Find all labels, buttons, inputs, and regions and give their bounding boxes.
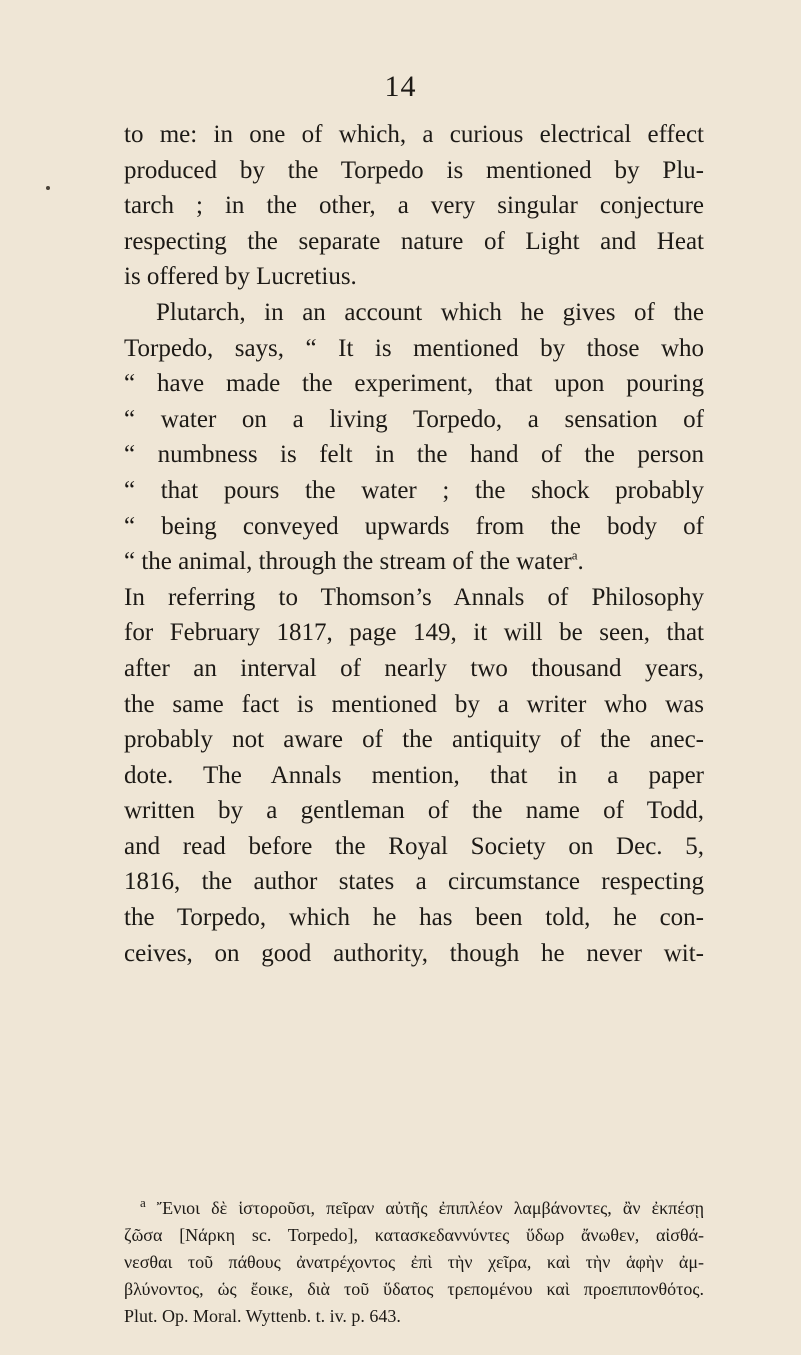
footnote-greek-text: Ἔνιοι δὲ ἱστοροῦσι, πεῖραν αὐτῆς ἐπιπλέον λαμβάνοντες, ἂν ἐκπέσῃ: [156, 1198, 705, 1218]
footnote-line: νεσθαι τοῦ πάθους ἀνατρέχοντος ἐπὶ τὴν χεῖρα, καὶ τὴν ἁφὴν ἀμ-: [124, 1252, 704, 1272]
text-line: “ water on a living Torpedo, a sensation of: [124, 405, 704, 433]
text-line: “ being conveyed upwards from the body of: [124, 512, 704, 540]
text-line: Torpedo, says, “ It is mentioned by those who: [124, 334, 704, 362]
text-line: “ the animal, through the stream of the water: [124, 548, 572, 576]
text-line: ceives, on good authority, though he never wit-: [124, 939, 704, 967]
text-line: “ have made the experiment, that upon pouring: [124, 370, 704, 398]
text-line-with-footnote-ref: [124, 544, 704, 580]
text-line: is offered by Lucretius.: [124, 263, 357, 291]
text-line: “ that pours the water ; the shock probably: [124, 476, 704, 504]
footnote-ref-marker: a: [571, 547, 578, 563]
text-line: 1816, the author states a circumstance respecting: [124, 868, 704, 896]
text-line: probably not aware of the antiquity of the anec-: [124, 726, 704, 754]
footnote-ref-suffix: .: [577, 548, 584, 576]
text-line: tarch ; in the other, a very singular conjecture: [124, 192, 704, 220]
text-line: and read before the Royal Society on Dec. 5,: [124, 832, 704, 860]
margin-speck: [46, 186, 50, 190]
footnote: [124, 1195, 704, 1330]
text-line: the same fact is mentioned by a writer who was: [124, 690, 704, 718]
text-line: for February 1817, page 149, it will be seen, that: [124, 619, 704, 647]
text-line: the Torpedo, which he has been told, he con-: [124, 904, 704, 932]
footnote-marker: a: [140, 1195, 146, 1210]
footnote-line: [124, 1195, 704, 1222]
text-line: written by a gentleman of the name of Todd,: [124, 797, 704, 825]
footnote-citation: Plut. Op. Moral. Wyttenb. t. iv. p. 643.: [124, 1306, 401, 1326]
body-text: [124, 117, 704, 971]
text-line: respecting the separate nature of Light and Heat: [124, 227, 704, 255]
text-line: to me: in one of which, a curious electrical effect: [124, 121, 704, 148]
text-line: “ numbness is felt in the hand of the person: [124, 441, 704, 469]
text-line: after an interval of nearly two thousand years,: [124, 654, 704, 682]
text-line: produced by the Torpedo is mentioned by Plu-: [124, 156, 704, 184]
text-line: In referring to Thomson’s Annals of Philosophy: [124, 583, 704, 611]
footnote-line: ζῶσα [Νάρκη sc. Torpedo], κατασκεδαννύντες ὕδωρ ἄνωθεν, αἰσθά-: [124, 1225, 704, 1245]
footnote-line: βλύνοντος, ὡς ἔοικε, διὰ τοῦ ὕδατος τρεπομένου καὶ προεπιπονθότος.: [124, 1279, 704, 1299]
page-number: 14: [384, 70, 417, 103]
text-line: dote. The Annals mention, that in a paper: [124, 761, 704, 789]
text-line: Plutarch, in an account which he gives of the: [156, 298, 704, 326]
